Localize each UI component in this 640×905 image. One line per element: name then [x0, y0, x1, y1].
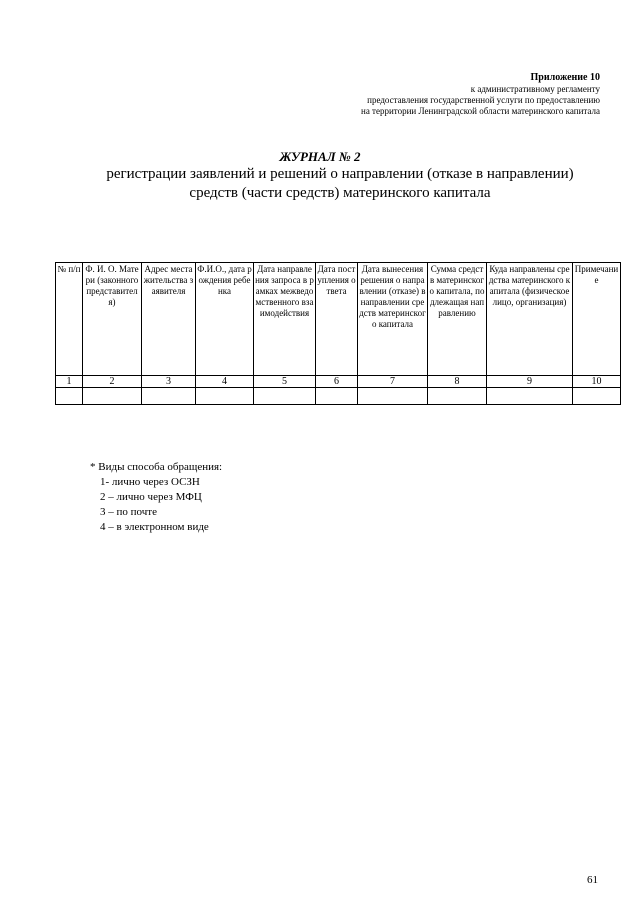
table-empty-row: [56, 388, 621, 405]
journal-title: ЖУРНАЛ № 2: [279, 149, 361, 164]
column-number-cell: 9: [487, 376, 573, 388]
column-number-cell: 7: [358, 376, 428, 388]
column-number-cell: 8: [428, 376, 487, 388]
empty-cell: [254, 388, 316, 405]
appendix-header: [361, 72, 600, 117]
empty-cell: [142, 388, 196, 405]
empty-cell: [487, 388, 573, 405]
journal-subtitle-line-2: средств (части средств) материнского капитала: [189, 185, 491, 201]
note-item: 1- лично через ОСЗН: [100, 476, 200, 488]
header-cell-request-date: Дата направления запроса в рамках межведомственного взаимодействия: [254, 263, 316, 376]
empty-cell: [316, 388, 358, 405]
column-number-cell: 5: [254, 376, 316, 388]
header-cell-number: № п/п: [56, 263, 83, 376]
header-cell-amount: Сумма средств материнского капитала, подлежащая направлению: [428, 263, 487, 376]
notes-heading: * Виды способа обращения:: [90, 461, 223, 473]
header-cell-address: Адрес места жительства заявителя: [142, 263, 196, 376]
journal-subtitle: [90, 165, 590, 203]
appendix-line-2: предоставления государственной услуги по предоставлению: [367, 95, 600, 105]
journal-table: [55, 262, 621, 405]
column-number-cell: 1: [56, 376, 83, 388]
header-cell-decision-date: Дата вынесения решения о направлении (отказе) в направлении средств материнского капитала: [358, 263, 428, 376]
note-item: 3 – по почте: [100, 506, 157, 518]
note-item: 4 – в электронном виде: [100, 521, 209, 533]
empty-cell: [428, 388, 487, 405]
column-number-cell: 2: [83, 376, 142, 388]
header-cell-response-date: Дата поступления ответа: [316, 263, 358, 376]
column-number-cell: 3: [142, 376, 196, 388]
empty-cell: [358, 388, 428, 405]
notes-section: [90, 460, 222, 535]
table-header-row: [56, 263, 621, 376]
column-number-cell: 10: [573, 376, 621, 388]
table-number-row: [56, 376, 621, 388]
page-number: 61: [587, 874, 598, 886]
column-number-cell: 4: [196, 376, 254, 388]
empty-cell: [196, 388, 254, 405]
column-number-cell: 6: [316, 376, 358, 388]
appendix-title: Приложение 10: [530, 72, 600, 83]
appendix-line-1: к административному регламенту: [470, 84, 600, 94]
note-item: 2 – лично через МФЦ: [100, 491, 202, 503]
header-cell-note: Примечание: [573, 263, 621, 376]
empty-cell: [56, 388, 83, 405]
journal-subtitle-line-1: регистрации заявлений и решений о направлении (отказе в направлении): [106, 166, 574, 182]
empty-cell: [83, 388, 142, 405]
empty-cell: [573, 388, 621, 405]
header-cell-destination: Куда направлены средства материнского капитала (физическое лицо, организация): [487, 263, 573, 376]
header-cell-child: Ф.И.О., дата рождения ребенка: [196, 263, 254, 376]
header-cell-mother-name: Ф. И. О. Матери (законного представителя): [83, 263, 142, 376]
appendix-line-3: на территории Ленинградской области материнского капитала: [361, 106, 600, 116]
